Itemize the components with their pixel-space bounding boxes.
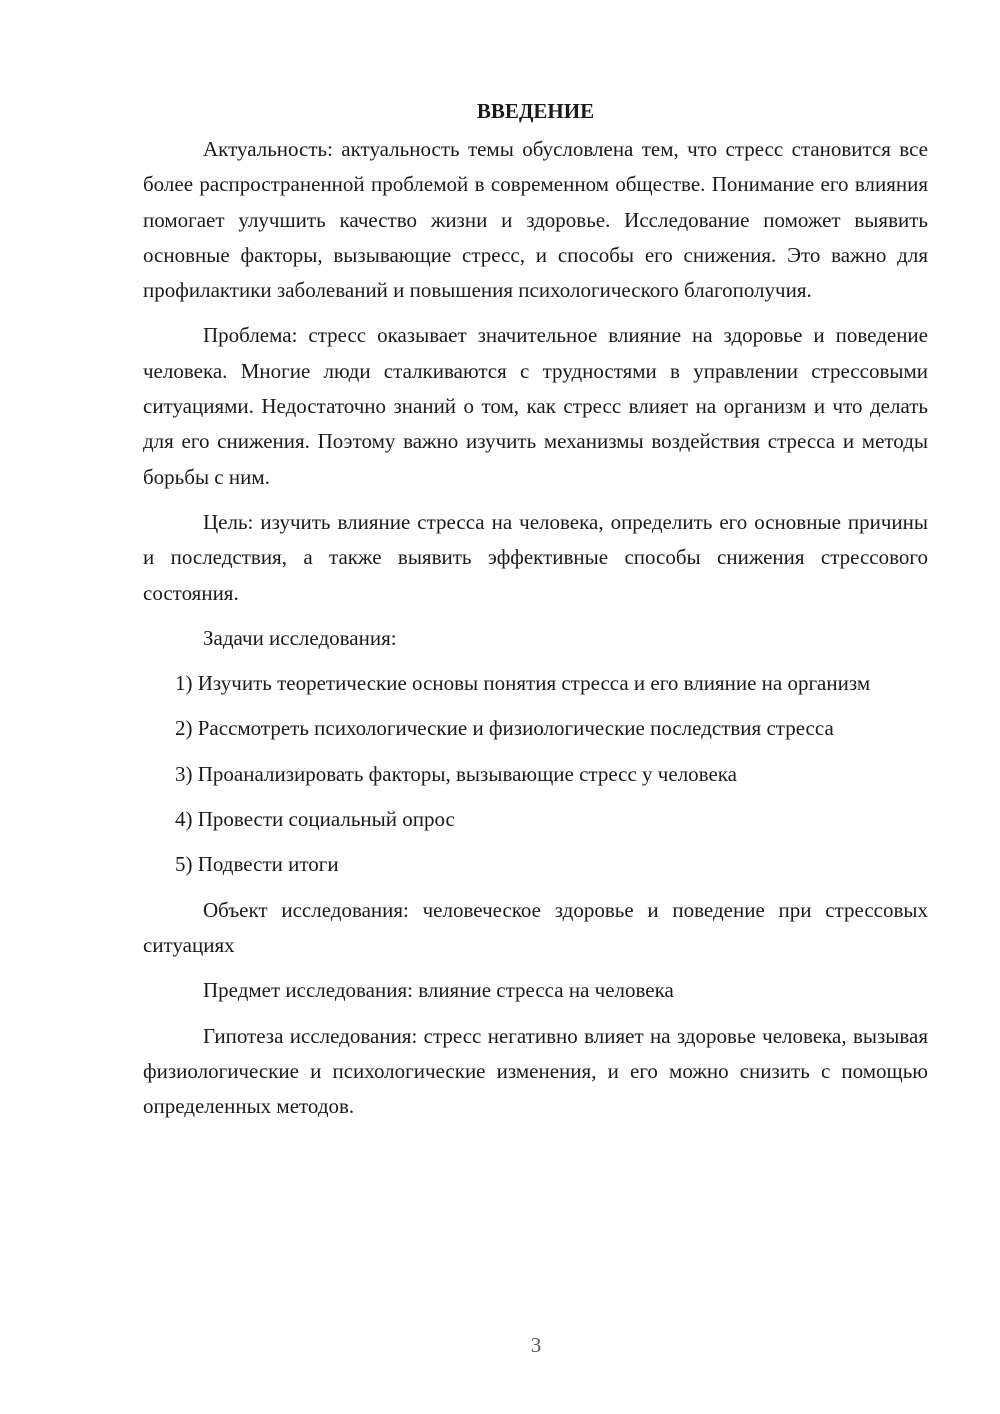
subject-paragraph: Предмет исследования: влияние стресса на человека xyxy=(203,978,674,1003)
task-item: 2) Рассмотреть психологические и физиологические последствия стресса xyxy=(175,716,834,741)
document-body xyxy=(143,96,928,1134)
task-item: 1) Изучить теоретические основы понятия стресса и его влияние на организм xyxy=(175,671,871,696)
task-item: 4) Провести социальный опрос xyxy=(175,807,455,832)
problem-paragraph: Проблема: стресс оказывает значительное влияние на здоровье и поведение человека. Многие люди сталкиваются с трудностями в управлении стрессовыми ситуациями. Недостаточно знаний о том, как стресс влияет на организм и что делать для его снижения. Поэтому важно изучить механизмы воздействия стресса и методы борьбы с ним. xyxy=(143,323,928,489)
task-item: 3) Проанализировать факторы, вызывающие стресс у человека xyxy=(175,761,737,786)
goal-paragraph: Цель: изучить влияние стресса на человека, определить его основные причины и последствия, а также выявить эффективные способы снижения стрессового состояния. xyxy=(143,509,928,605)
object-paragraph: Объект исследования: человеческое здоровье и поведение при стрессовых ситуациях xyxy=(143,897,928,957)
hypothesis-paragraph: Гипотеза исследования: стресс негативно влияет на здоровье человека, вызывая физиологические и психологические изменения, и его можно снизить с помощью определенных методов. xyxy=(143,1023,928,1119)
section-title: ВВЕДЕНИЕ xyxy=(476,99,595,123)
page-number: 3 xyxy=(530,1333,542,1357)
task-item: 5) Подвести итоги xyxy=(175,852,339,877)
tasks-list xyxy=(143,666,928,882)
relevance-paragraph: Актуальность: актуальность темы обусловлена тем, что стресс становится все более распространенной проблемой в современном обществе. Понимание его влияния помогает улучшить качество жизни и здоровье. Исследование поможет выявить основные факторы, вызывающие стресс, и способы его снижения. Это важно для профилактики заболеваний и повышения психологического благополучия. xyxy=(143,137,928,303)
tasks-heading: Задачи исследования: xyxy=(203,625,397,650)
